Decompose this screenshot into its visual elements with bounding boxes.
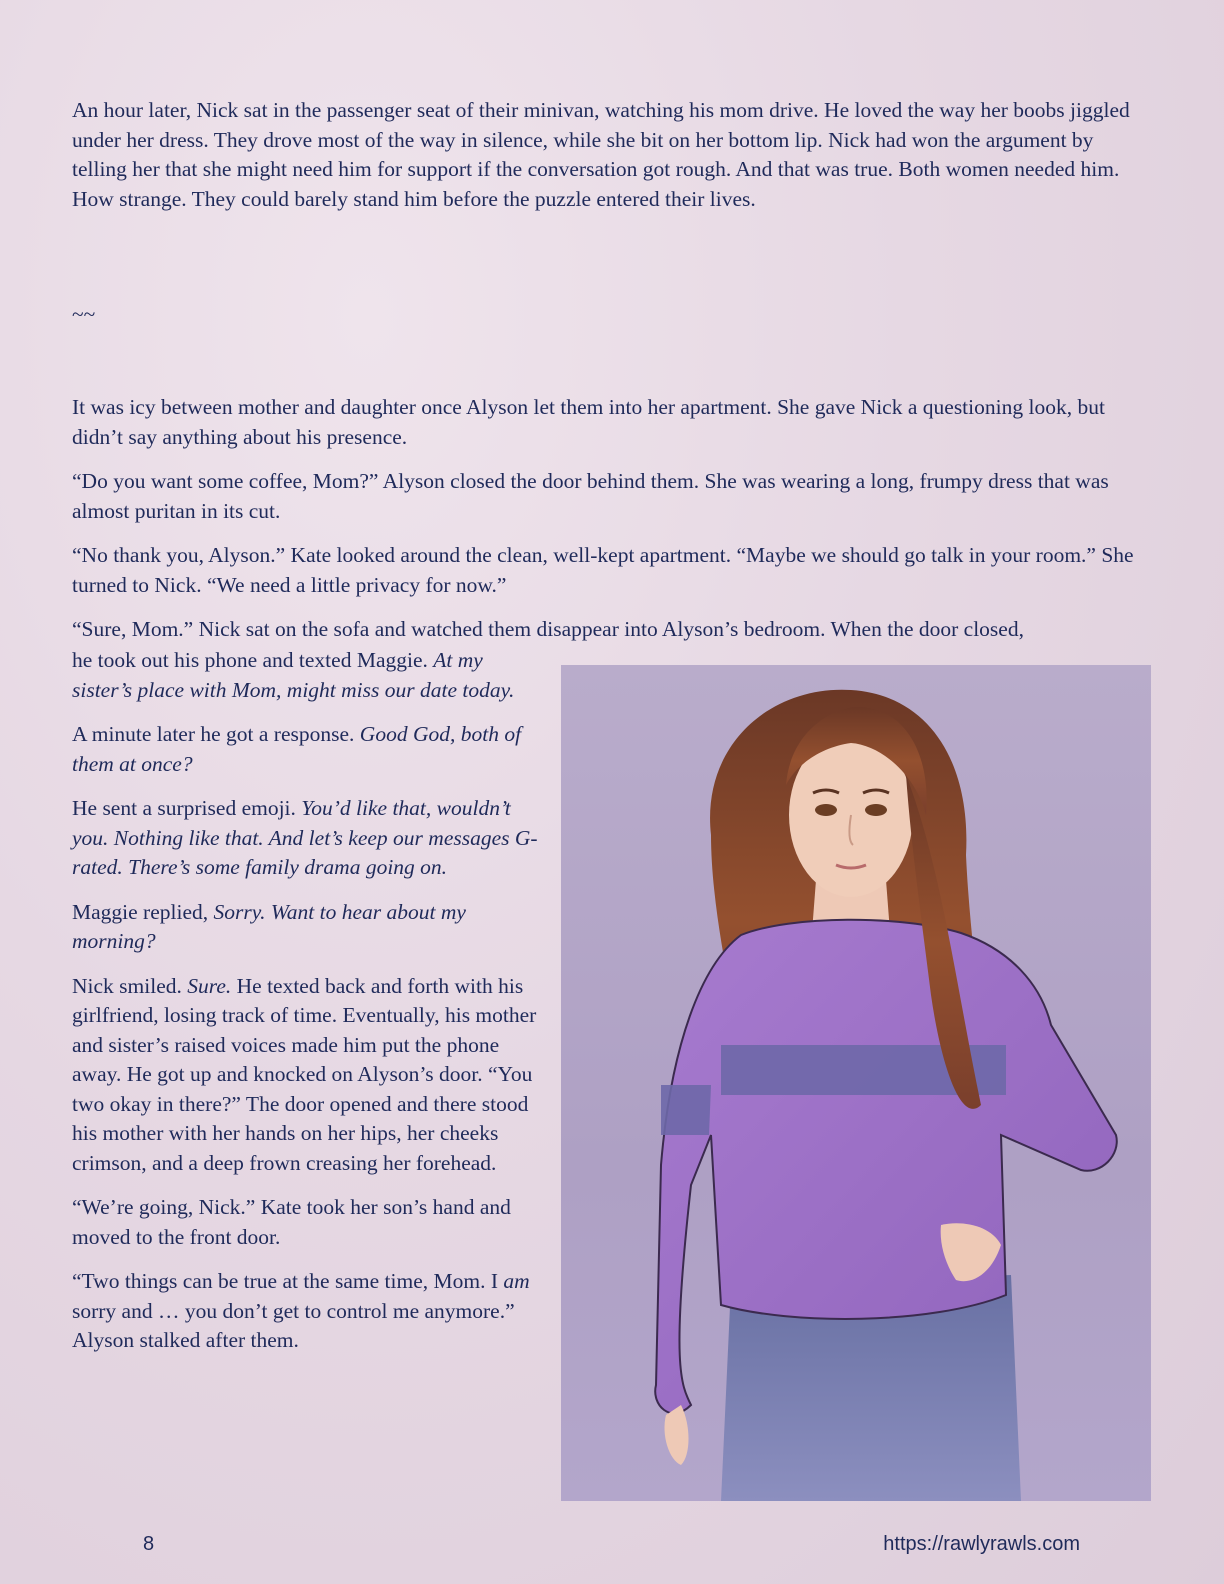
paragraph-response — [72, 720, 542, 779]
text-message: Good God, both of them at once? — [72, 722, 522, 776]
text-plain: sorry and … you don’t get to control me anymore.” Alyson stalked after them. — [72, 1298, 515, 1352]
text-message: You’d like that, wouldn’t you. Nothing like that. And let’s keep our messages G-rated. There’s some family drama going on. — [72, 796, 538, 879]
text-plain: Maggie replied, — [72, 899, 214, 924]
text-plain: Nick smiled. — [72, 973, 188, 998]
text-message: At my sister’s place with Mom, might miss our date today. — [72, 648, 515, 702]
footer-url-link[interactable]: https://rawlyrawls.com — [883, 1533, 1080, 1555]
paragraph-text-maggie — [72, 646, 542, 705]
paragraph-coffee: “Do you want some coffee, Mom?” Alyson closed the door behind them. She was wearing a long, frumpy dress that was almost puritan in its cut. — [72, 469, 1109, 523]
story-column-wrapped — [72, 646, 542, 1371]
text-message: Sure. — [187, 973, 232, 998]
character-illustration — [561, 665, 1151, 1501]
woman-illustration-svg — [561, 665, 1151, 1501]
paragraph-alyson — [72, 1267, 542, 1356]
intro-paragraph: An hour later, Nick sat in the passenger seat of their minivan, watching his mom drive. He loved the way her boobs jiggled under her dress. They drove most of the way in silence, while she bit on her bottom lip. Nick had won the argument by telling her that she might need him for support if the conversation got rough. And that was true. Both women needed him. How strange. They could barely stand him before the puzzle entered their lives. — [72, 98, 1130, 211]
text-plain: He sent a surprised emoji. — [72, 796, 302, 820]
paragraph-privacy: “No thank you, Alyson.” Kate looked around the clean, well-kept apartment. “Maybe we should go talk in your room.” She turned to Nick. “We need a little privacy for now.” — [72, 543, 1134, 597]
paragraph-maggie-reply — [72, 898, 542, 957]
page-number: 8 — [143, 1533, 155, 1555]
paragraph-sofa: “Sure, Mom.” Nick sat on the sofa and watched them disappear into Alyson’s bedroom. When the door closed, — [72, 617, 1024, 641]
text-plain: A minute later he got a response. — [72, 722, 360, 746]
paragraph-texting — [72, 972, 542, 1179]
story-block-full-width — [72, 393, 1152, 645]
text-plain: he took out his phone and texted Maggie. — [72, 648, 434, 672]
section-separator: ~~ — [72, 302, 96, 326]
text-plain: He texted back and forth with his girlfriend, losing track of time. Eventually, his mother and sister’s raised voices made him put the phone away. He got up and knocked on Alyson’s door. “You two okay in there?” The door opened and there stood his mother with her hands on her hips, her cheeks crimson, and a deep frown creasing her forehead. — [72, 973, 537, 1175]
paragraph-emoji — [72, 794, 542, 883]
text-emphasis: am — [503, 1269, 530, 1293]
text-plain: “Two things can be true at the same time, Mom. I — [72, 1269, 504, 1293]
paragraph-leaving: “We’re going, Nick.” Kate took her son’s hand and moved to the front door. — [72, 1195, 511, 1249]
paragraph-arrival: It was icy between mother and daughter once Alyson let them into her apartment. She gave Nick a questioning look, but didn’t say anything about his presence. — [72, 395, 1105, 449]
text-message: Sorry. Want to hear about my morning? — [72, 899, 466, 953]
